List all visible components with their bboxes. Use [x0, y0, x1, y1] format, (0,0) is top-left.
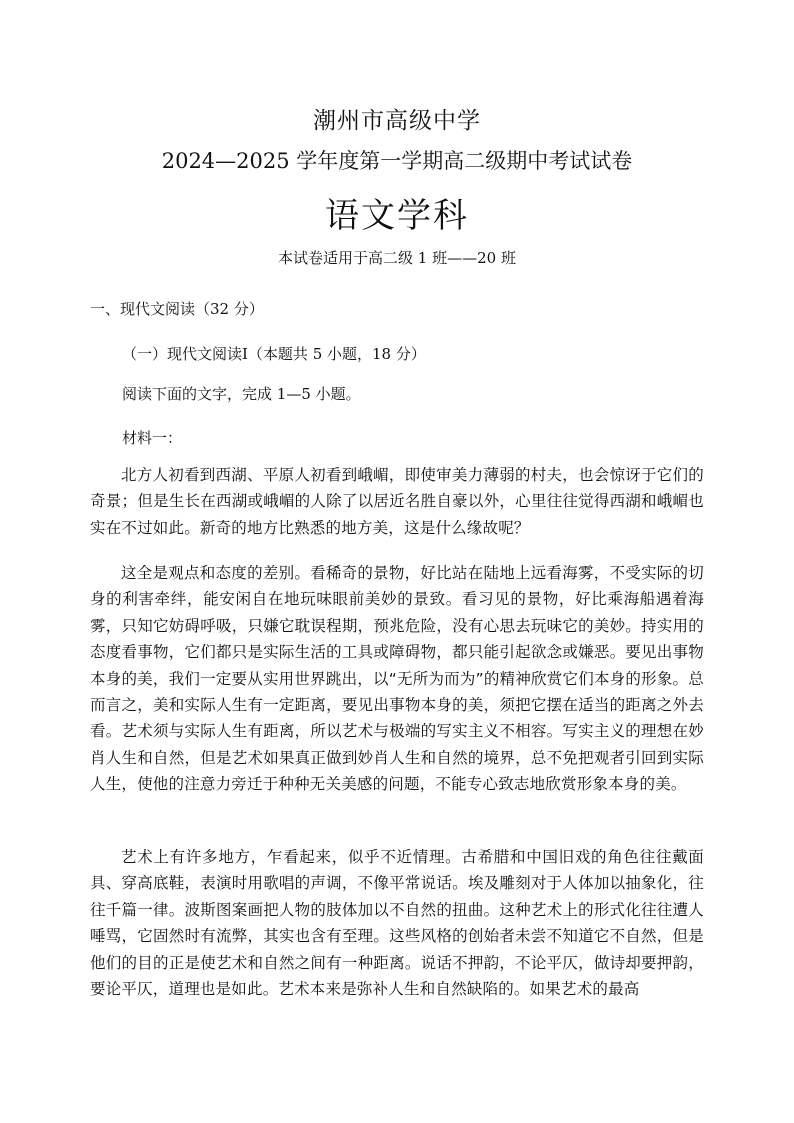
- reading-instruction: 阅读下面的文字，完成 1—5 小题。: [122, 385, 361, 403]
- subsection-title: （一）现代文阅读Ⅰ（本题共 5 小题，18 分）: [122, 345, 426, 363]
- passage-paragraph-2: 这全是观点和态度的差别。看稀奇的景物，好比站在陆地上远看海雾，不受实际的切身的利害牵绊，能安闲自在地玩味眼前美妙的景致。看习见的景物，好比乘海船遇着海雾，只知它妨碍呼吸，只嫌它耽误程期，预兆危险，没有心思去玩味它的美妙。持实用的态度看事物，它们都只是实际生活的工具或障碍物，都只能引起欲念或嫌恶。要见出事物本身的美，我们一定要从实用世界跳出，以“无所为而为”的精神欣赏它们本身的形象。总而言之，美和实际人生有一定距离，要见出事物本身的美，须把它摆在适当的距离之外去看。艺术须与实际人生有距离，所以艺术与极端的写实主义不相容。写实主义的理想在妙肖人生和自然，但是艺术如果真正做到妙肖人生和自然的境界，总不免把观者引回到实际人生，使他的注意力旁迁于种种无关美感的问题，不能专心致志地欣赏形象本身的美。: [90, 564, 704, 794]
- school-name: 潮州市高级中学: [313, 108, 481, 134]
- exam-scope: 本试卷适用于高二级 1 班——20 班: [278, 249, 516, 267]
- passage-paragraph-3: 艺术上有许多地方，乍看起来，似乎不近情理。古希腊和中国旧戏的角色往往戴面具、穿高底鞋，表演时用歌唱的声调，不像平常说话。埃及雕刻对于人体加以抽象化，往往千篇一律。波斯图案画把人物的肢体加以不自然的扭曲。这种艺术上的形式化往往遭人唾骂，它固然时有流弊，其实也含有至理。这些风格的创始者未尝不知道它不自然，但是他们的目的正是使艺术和自然之间有一种距离。说话不押韵，不论平仄，做诗却要押韵，要论平仄，道理也是如此。艺术本来是弥补人生和自然缺陷的。如果艺术的最高: [90, 848, 704, 999]
- exam-title: 2024—2025 学年度第一学期高二级期中考试试卷: [161, 149, 633, 173]
- passage-paragraph-1: 北方人初看到西湖、平原人初看到峨嵋，即使审美力薄弱的村夫，也会惊讶于它们的奇景；但是生长在西湖或峨嵋的人除了以居近名胜自豪以外，心里往往觉得西湖和峨嵋也实在不过如此。新奇的地方比熟悉的地方美，这是什么缘故呢？: [90, 466, 704, 537]
- material-label: 材料一：: [122, 429, 183, 447]
- subject-title: 语文学科: [325, 196, 469, 236]
- section-title: 一、现代文阅读（32 分）: [90, 300, 264, 318]
